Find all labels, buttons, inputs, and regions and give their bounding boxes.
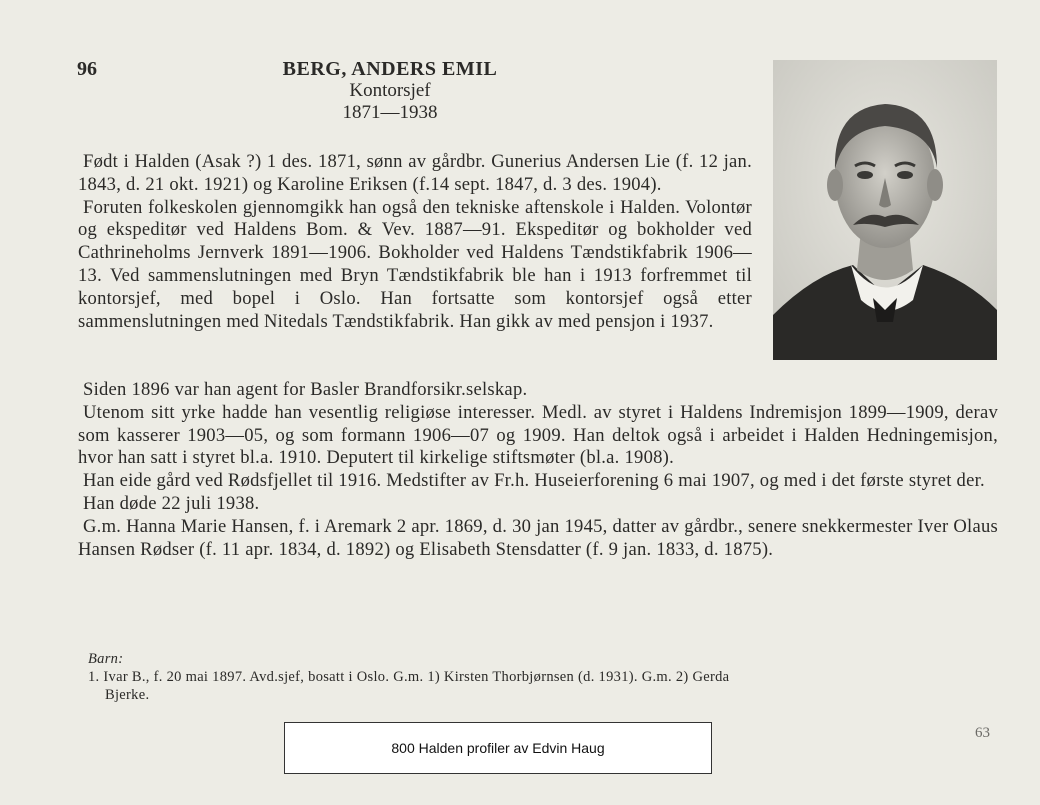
portrait-photo [773, 60, 997, 360]
footer-caption: 800 Halden profiler av Edvin Haug [391, 740, 605, 756]
paragraph-interests: Utenom sitt yrke hadde han vesentlig religiøse interesser. Medl. av styret i Haldens Indremisjon 1899—1909, derav som kasserer 1903—05, og som formann 1906—07 og 1909. Han deltok også i arbeidet i Halden Hedningemisjon, hvor han satt i styret bl.a. 1910. Deputert til kirkelige stiftsmøter (bl.a. 1908). [78, 401, 998, 469]
child-entry: 1. Ivar B., f. 20 mai 1897. Avd.sjef, bosatt i Oslo. G.m. 1) Kirsten Thorbjørnsen (d. 1931). G.m. 2) Gerda [88, 669, 730, 685]
biography-text-wide [78, 379, 998, 561]
paragraph-birth: Født i Halden (Asak ?) 1 des. 1871, sønn av gårdbr. Gunerius Andersen Lie (f. 12 jan. 1843, d. 21 okt. 1921) og Karoline Eriksen (f.14 sept. 1847, d. 3 des. 1904). [78, 151, 752, 195]
paragraph-marriage: G.m. Hanna Marie Hansen, f. i Aremark 2 apr. 1869, d. 30 jan 1945, datter av gårdbr., senere snekkermester Iver Olaus Hansen Rødser (f. 11 apr. 1834, d. 1892) og Elisabeth Stensdatter (f. 9 jan. 1833, d. 1875). [78, 515, 998, 560]
children-label: Barn: [88, 651, 124, 667]
person-years: 1871—1938 [342, 102, 438, 123]
paragraph-agent: Siden 1896 var han agent for Basler Brandforsikr.selskap. [83, 379, 528, 400]
portrait-illustration [773, 60, 997, 360]
paragraph-death: Han døde 22 juli 1938. [83, 492, 260, 514]
person-title: Kontorsjef [349, 80, 431, 101]
children-section [88, 650, 998, 704]
folio-number: 63 [975, 725, 990, 741]
child-entry-continued: Bjerke. [105, 687, 150, 703]
footer-caption-box [284, 722, 712, 774]
biography-text-narrow [78, 151, 752, 333]
paragraph-property: Han eide gård ved Rødsfjellet til 1916. Medstifter av Fr.h. Huseierforening 6 mai 1907, og med i det første styret der. [83, 470, 985, 492]
paragraph-career: Foruten folkeskolen gjennomgikk han også den tekniske aftenskole i Halden. Volontør og ekspeditør ved Haldens Bom. & Vev. 1887—91. Ekspeditør og bokholder ved Cathrineholms Jernverk 1891—1906. Bokholder ved Haldens Tændstikfabrik 1906—13. Ved sammenslutningen med Bryn Tændstikfabrik ble han i 1913 forfremmet til kontorsjef, med bopel i Oslo. Han fortsatte som kontorsjef også etter sammenslutningen med Nitedals Tændstikfabrik. Han gikk av med pensjon i 1937. [78, 196, 752, 332]
entry-header [240, 58, 540, 124]
person-name: BERG, ANDERS EMIL [282, 58, 498, 80]
page-number: 96 [77, 58, 97, 80]
